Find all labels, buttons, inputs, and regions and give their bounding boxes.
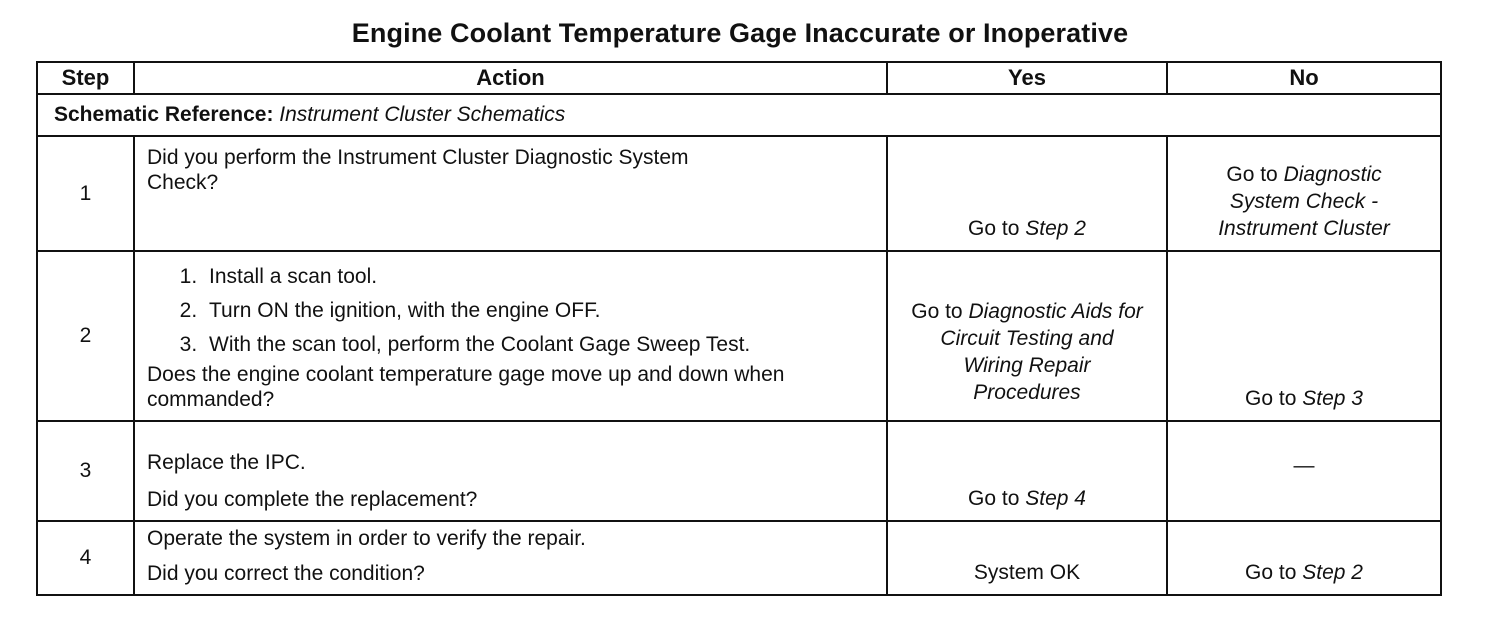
header-yes: Yes: [887, 62, 1167, 94]
schematic-reference: [37, 94, 1441, 136]
yes-reference: Step 4: [1025, 487, 1086, 510]
no-prefix: Go to: [1245, 561, 1297, 584]
step-number: 1: [37, 136, 134, 251]
action-cell: [134, 251, 887, 421]
schematic-reference-value: Instrument Cluster Schematics: [279, 103, 566, 126]
step-number: 3: [37, 421, 134, 521]
yes-value: System OK: [973, 561, 1081, 584]
yes-prefix: Go to: [968, 487, 1020, 510]
action-instruction: Replace the IPC.: [147, 451, 306, 474]
yes-prefix: Go to: [911, 300, 963, 323]
schematic-reference-row: [37, 94, 1441, 136]
header-no: No: [1167, 62, 1441, 94]
action-question: Did you correct the condition?: [147, 562, 425, 585]
no-reference: Diagnostic System Check - Instrument Cluster: [1218, 163, 1390, 240]
yes-reference: Step 2: [1025, 217, 1086, 240]
action-text: Did you perform the Instrument Cluster Diagnostic System Check?: [147, 146, 689, 194]
no-prefix: Go to: [1245, 387, 1297, 410]
yes-cell: [887, 251, 1167, 421]
table-row: [37, 421, 1441, 521]
table-row: [37, 251, 1441, 421]
no-cell: [1167, 251, 1441, 421]
step-number: 4: [37, 521, 134, 595]
action-step-item: 3. With the scan tool, perform the Coolant Gage Sweep Test.: [203, 328, 876, 362]
no-value: —: [1293, 454, 1315, 477]
no-prefix: Go to: [1226, 163, 1278, 186]
schematic-reference-label: Schematic Reference:: [54, 103, 274, 126]
table-row: [37, 136, 1441, 251]
yes-reference: Diagnostic Aids for Circuit Testing and Wiring Repair Procedures: [940, 300, 1143, 404]
yes-cell: [887, 136, 1167, 251]
action-cell: [134, 136, 887, 251]
header-row: [37, 62, 1441, 94]
header-step: Step: [37, 62, 134, 94]
yes-cell: [887, 421, 1167, 521]
action-cell: [134, 421, 887, 521]
yes-prefix: Go to: [968, 217, 1020, 240]
step-number: 2: [37, 251, 134, 421]
header-action: Action: [134, 62, 887, 94]
yes-cell: [887, 521, 1167, 595]
no-cell: [1167, 136, 1441, 251]
diagnostic-table: [36, 61, 1442, 596]
no-cell: [1167, 421, 1441, 521]
action-steps-list: [147, 260, 876, 362]
action-cell: [134, 521, 887, 595]
action-step-item: 1. Install a scan tool.: [203, 260, 876, 294]
action-instruction: Operate the system in order to verify the repair.: [147, 527, 586, 550]
action-question: Did you complete the replacement?: [147, 488, 478, 511]
no-reference: Step 2: [1302, 561, 1363, 584]
page-title: Engine Coolant Temperature Gage Inaccurate or Inoperative: [351, 18, 1129, 48]
action-question: Does the engine coolant temperature gage move up and down when commanded?: [147, 363, 785, 411]
no-reference: Step 3: [1302, 387, 1363, 410]
table-row: [37, 521, 1441, 595]
no-cell: [1167, 521, 1441, 595]
action-step-item: 2. Turn ON the ignition, with the engine OFF.: [203, 294, 876, 328]
